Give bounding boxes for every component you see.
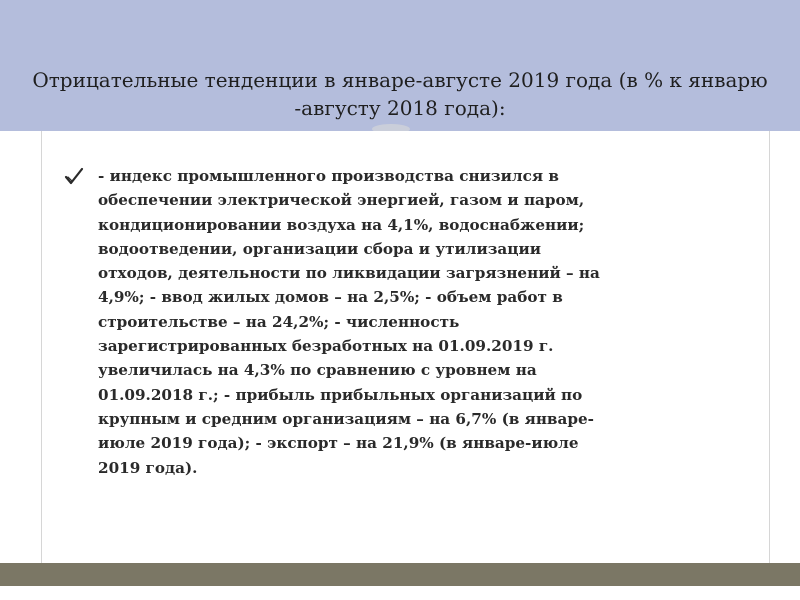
slide-title: Отрицательные тенденции в январе-августе 2019 года (в % к январю -августу 2018 года):: [32, 68, 768, 120]
checkmark-icon: [64, 166, 84, 186]
footer-band: [0, 563, 800, 586]
bullet-text: - индекс промышленного производства снизился в обеспечении электрической энергией, газом и паром, кондиционировании воздуха на 4,1%, водоснабжении; водоотведении, организации сбора и утилизации отходов, деятельности по ликвидации загрязнений – на 4,9%; - ввод жилых домов – на 2,5%; - объем работ в строительстве – на 24,2%; - численность зарегистрированных безработных на 01.09.2019 г. увеличилась на 4,3% по сравнению с уровнем на 01.09.2018 г.; - прибыль прибыльных организаций по крупным и средним организациям – на 6,7% (в январе-июле 2019 года); - экспорт – на 21,9% (в январе-июле 2019 года).: [98, 167, 600, 477]
